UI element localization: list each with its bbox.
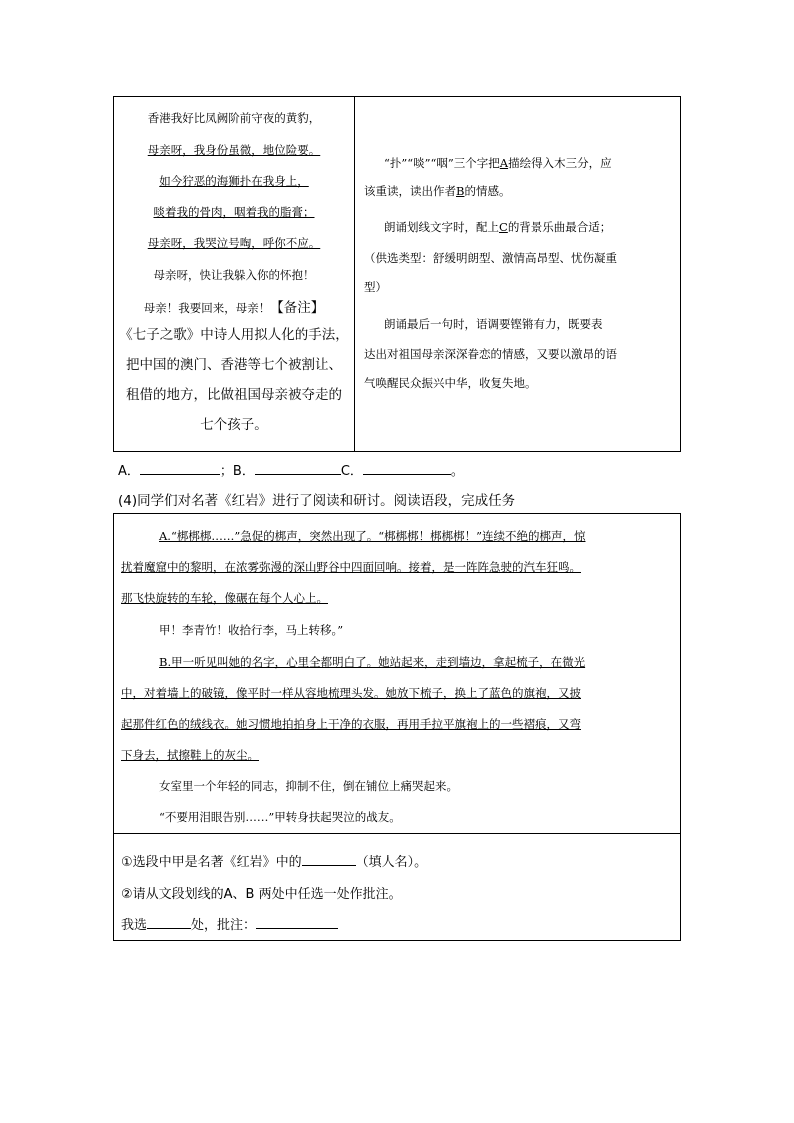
guide-paragraph-2-line-1: 朗诵划线文字时，配上C的背景乐曲最合适； xyxy=(384,220,612,234)
blank-label-b: B xyxy=(456,184,465,198)
poem-line-with-note xyxy=(114,296,354,316)
passage-line-a3: 那飞快旋转的车轮，像碾在每个人心上。 xyxy=(121,591,328,605)
poem-line-underlined: 啖着我的骨肉，咽着我的脂膏； xyxy=(153,205,315,219)
passage-line-a2: 扰着魔窟中的黎明，在浓雾弥漫的深山野谷中四面回响。接着，是一阵阵急驶的汽车狂鸣。 xyxy=(121,560,581,574)
passage-line: 女室里一个年轻的同志，抑制不住，倒在铺位上痛哭起来。 xyxy=(159,779,458,793)
guide-paragraph-1-line-2: 该重读，读出作者B的情感。 xyxy=(364,184,511,198)
passage-line-a1: A.“梆梆梆……”急促的梆声，突然出现了。“梆梆梆！梆梆梆！”连续不绝的梆声，惊 xyxy=(159,529,586,543)
passage-line-b4: 下身去，拭擦鞋上的灰尘。 xyxy=(121,748,259,762)
note-line: 把中国的澳门、香港等七个被割让、 xyxy=(126,357,342,373)
guide-paragraph-3-line-2: 达出对祖国母亲深深眷恋的情感，又要以激昂的语 xyxy=(364,347,617,361)
note-line: 《七子之歌》中诗人用拟人化的手法， xyxy=(119,327,349,343)
note-line: 七个孩子。 xyxy=(200,417,268,433)
answer-blank-annotation[interactable] xyxy=(256,916,338,929)
answer-blank-b[interactable] xyxy=(255,462,341,475)
guide-paragraph-2-line-2: （供选类型：舒缓明朗型、激情高昂型、忧伤凝重 xyxy=(364,251,617,265)
answer-blank-a[interactable] xyxy=(140,462,220,475)
passage-line: 甲！李青竹！收拾行李，马上转移。” xyxy=(159,623,344,637)
poem-line: 母亲呀，快让我躲入你的怀抱！ xyxy=(153,268,315,282)
answer-blank-c[interactable] xyxy=(363,462,451,475)
poem-line-underlined: 母亲呀，我哭泣号啕，呼你不应。 xyxy=(147,236,321,250)
task-1: ①选段中甲是名著《红岩》中的 （填人名）。 xyxy=(121,855,428,870)
question-4-heading: (4)同学们对名著《红岩》进行了阅读和研讨。阅读语段，完成任务 xyxy=(118,493,516,509)
poem-line-underlined: 如今狞恶的海狮扑在我身上， xyxy=(159,174,309,188)
poem-line-underlined: 母亲呀，我身份虽微，地位险要。 xyxy=(147,143,321,157)
passage-line-b1: B.甲一听见叫她的名字，心里全都明白了。她站起来，走到墙边，拿起梳子，在微光 xyxy=(159,655,586,669)
answer-blank-name[interactable] xyxy=(302,853,356,866)
passage-line: “不要用泪眼告别……”甲转身扶起哭泣的战友。 xyxy=(159,810,401,824)
passage-line-b2: 中，对着墙上的破镜，像平时一样从容地梳理头发。她放下梳子，换上了蓝色的旗袍，又披 xyxy=(121,686,581,700)
poem-last-line: 母亲！我要回来，母亲！ xyxy=(143,301,271,315)
poem-line: 香港我好比凤阙阶前守夜的黄豹， xyxy=(147,111,321,125)
blank-label-c: C xyxy=(499,220,508,234)
guide-paragraph-3-line-3: 气唤醒民众振兴中华，收复失地。 xyxy=(364,376,537,390)
answer-blank-choice[interactable] xyxy=(147,916,191,929)
table-divider xyxy=(114,833,680,834)
blank-label-a: A xyxy=(499,156,509,170)
poem-reading-table xyxy=(113,96,681,452)
hongyan-reading-table xyxy=(113,513,681,941)
task-2: ②请从文段划线的A、B 两处中任选一处作批注。 xyxy=(121,887,402,902)
guide-paragraph-1-line-1: “扑”“啖”“咽”三个字把A描绘得入木三分，应 xyxy=(384,156,612,170)
guide-paragraph-3-line-1: 朗诵最后一句时，语调要铿锵有力，既要表 xyxy=(384,317,603,331)
guide-paragraph-2-line-3: 型） xyxy=(364,280,387,294)
answer-line-abc: A． ；B． C． 。 xyxy=(118,464,464,479)
passage-line-b3: 起那件红色的绒线衣。她习惯地拍拍身上干净的衣服，再用手拉平旗袍上的一些褶痕，又弯 xyxy=(121,717,581,731)
note-line: 租借的地方，比做祖国母亲被夺走的 xyxy=(126,387,342,403)
column-divider xyxy=(354,97,355,451)
task-3: 我选 处，批注： xyxy=(121,914,338,933)
note-label: 【备注】 xyxy=(270,300,325,316)
